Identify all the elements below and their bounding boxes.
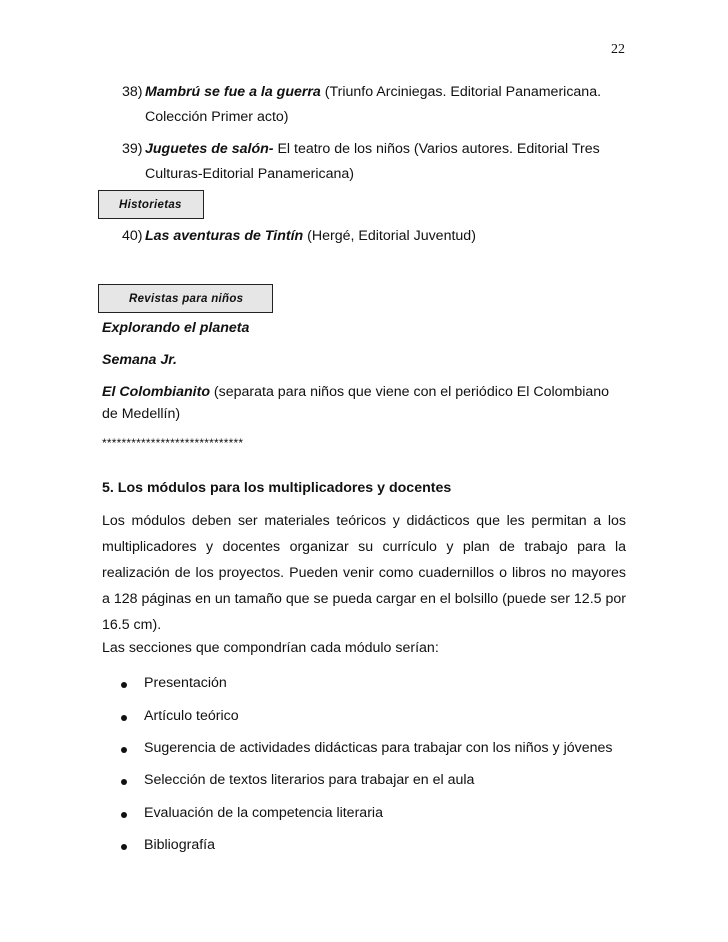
reference-entry: [145, 141, 600, 157]
list-item: Artículo teórico: [144, 708, 239, 724]
historietas-label: Historietas: [98, 190, 204, 219]
reference-number: 39): [122, 141, 143, 157]
bullet-icon: [121, 715, 127, 721]
bullet-icon: [121, 779, 127, 785]
magazine-title: Semana Jr.: [102, 352, 177, 368]
reference-entry: [145, 228, 476, 244]
magazine-title: Explorando el planeta: [102, 320, 250, 336]
reference-details-continued: Culturas-Editorial Panamericana): [145, 166, 354, 182]
reference-title: Las aventuras de Tintín: [145, 228, 304, 244]
reference-number: 40): [122, 228, 143, 244]
list-item: Presentación: [144, 675, 227, 691]
reference-details: El teatro de los niños (Varios autores. Editorial Tres: [273, 141, 600, 157]
reference-entry: [145, 84, 601, 100]
section-heading: 5. Los módulos para los multiplicadores y docentes: [102, 480, 452, 496]
sections-intro: Las secciones que compondrían cada módulo serían:: [102, 640, 439, 656]
magazine-entry: [102, 384, 609, 400]
reference-title: Mambrú se fue a la guerra: [145, 84, 321, 100]
list-item: Sugerencia de actividades didácticas para trabajar con los niños y jóvenes: [144, 740, 613, 756]
list-item: Bibliografía: [144, 837, 215, 853]
bullet-icon: [121, 747, 127, 753]
page-number: 22: [611, 42, 625, 57]
bullet-icon: [121, 844, 127, 850]
magazine-title: El Colombianito: [102, 384, 210, 400]
reference-details: (Hergé, Editorial Juventud): [303, 228, 476, 244]
list-item: Selección de textos literarios para trabajar en el aula: [144, 772, 475, 788]
section-paragraph: Los módulos deben ser materiales teóricos y didácticos que les permitan a los multiplicadores y docentes organizar su currículo y plan de trabajo para la realización de los proyectos. Pueden venir como cuadernillos o libros no mayores a 128 páginas en un tamaño que se pueda cargar en el bolsillo (puede ser 12.5 por 16.5 cm).: [102, 513, 626, 633]
reference-details-continued: Colección Primer acto): [145, 109, 289, 125]
reference-details: (Triunfo Arciniegas. Editorial Panamericana.: [320, 84, 602, 100]
separator: *****************************: [102, 436, 244, 450]
list-item: Evaluación de la competencia literaria: [144, 805, 383, 821]
bullet-icon: [121, 682, 127, 688]
magazine-description-continued: de Medellín): [102, 406, 181, 422]
reference-number: 38): [122, 84, 143, 100]
magazine-description: (separata para niños que viene con el periódico El Colombiano: [209, 384, 610, 400]
bullet-icon: [121, 812, 127, 818]
reference-title: Juguetes de salón-: [145, 141, 274, 157]
revistas-label: Revistas para niños: [98, 284, 273, 313]
